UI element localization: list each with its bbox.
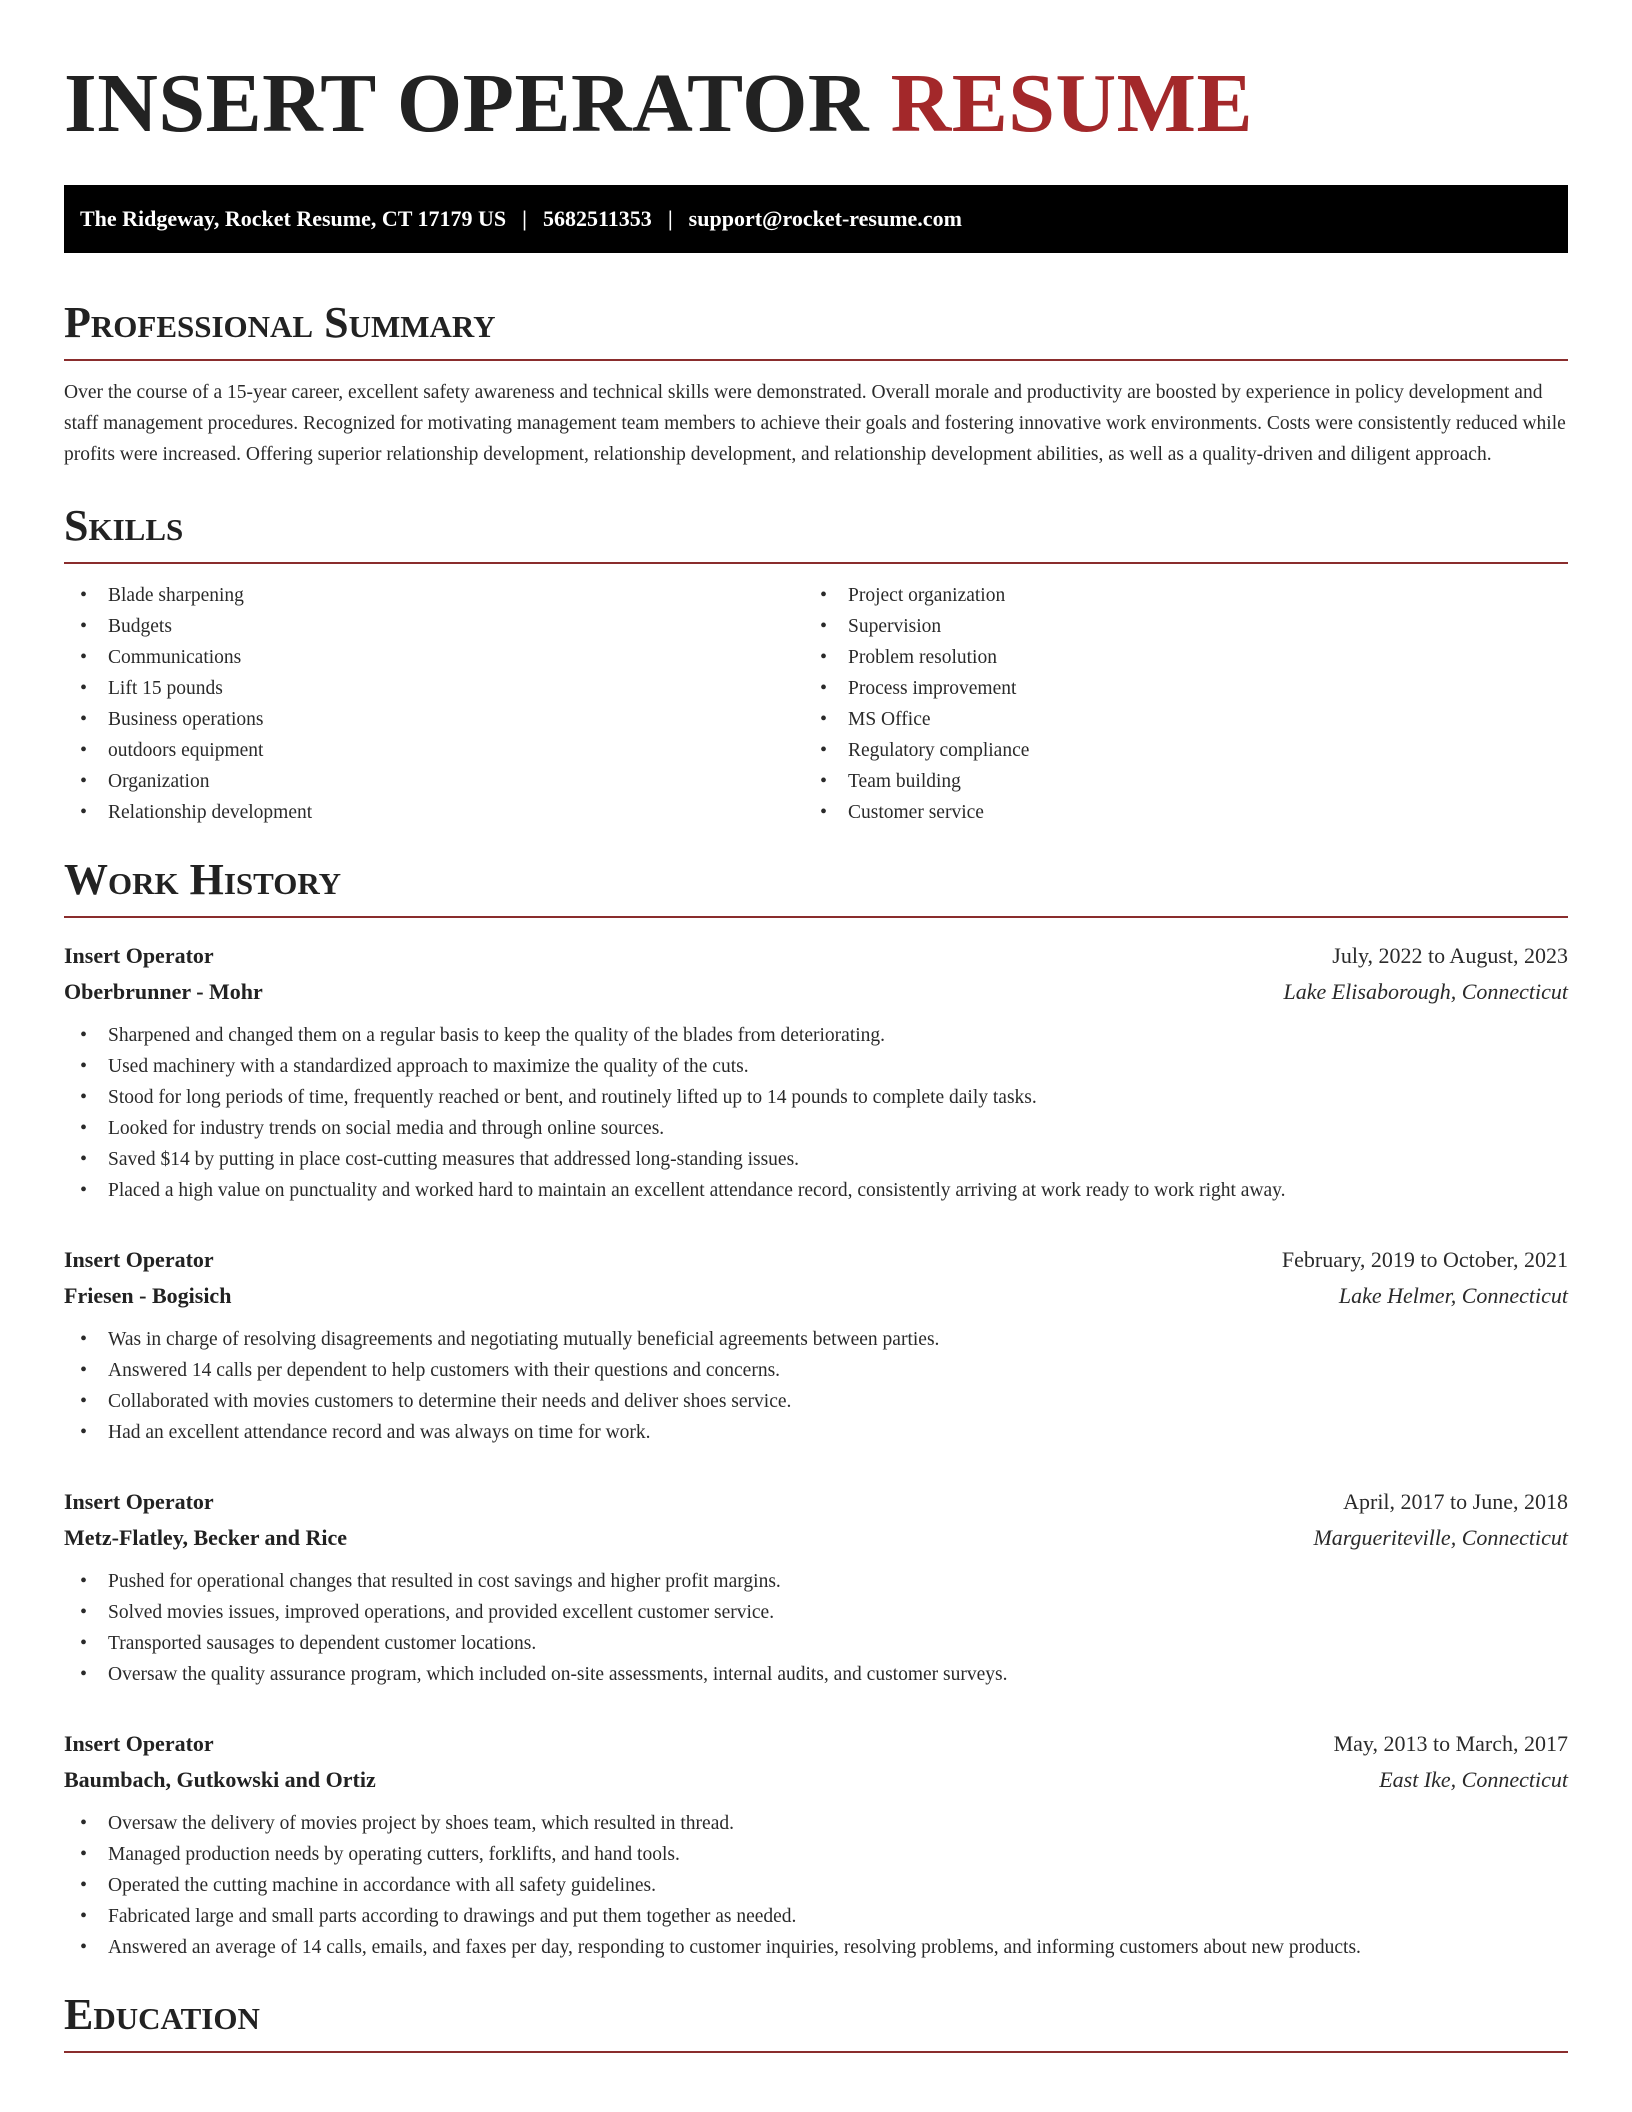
skill-item: • MS Office [804,704,1544,735]
job-bullet: • Used machinery with a standardized approach to maximize the quality of the cuts. [64,1051,1568,1082]
job-bullet: • Was in charge of resolving disagreements and negotiating mutually beneficial agreements between parties. [64,1324,1568,1355]
job-company: Friesen - Bogisich [64,1283,232,1308]
skill-item: • Team building [804,766,1544,797]
job-location: Lake Helmer, Connecticut [1338,1283,1568,1308]
job-bullets [64,1566,1568,1690]
job-title: Insert Operator [64,1731,214,1756]
job-company: Oberbrunner - Mohr [64,979,263,1004]
job-header-row [64,1484,1568,1520]
job-bullet: • Saved $14 by putting in place cost-cutting measures that addressed long-standing issues. [64,1144,1568,1175]
skill-item: • Customer service [804,797,1544,828]
section-divider [64,359,1568,361]
contact-address: The Ridgeway, Rocket Resume, CT 17179 US [80,206,507,231]
job-bullet: • Stood for long periods of time, frequently reached or bent, and routinely lifted up to 14 pounds to complete daily tasks. [64,1082,1568,1113]
job-bullets [64,1020,1568,1206]
job-dates: February, 2019 to October, 2021 [1281,1247,1568,1272]
job-company: Metz-Flatley, Becker and Rice [64,1525,348,1550]
job-bullet: • Answered 14 calls per dependent to help customers with their questions and concerns. [64,1355,1568,1386]
job-bullet: • Sharpened and changed them on a regular basis to keep the quality of the blades from deteriorating. [64,1020,1568,1051]
job-bullet: • Solved movies issues, improved operations, and provided excellent customer service. [64,1597,1568,1628]
job-company-row [64,974,1568,1010]
section-divider [64,562,1568,564]
contact-bar [64,185,1568,253]
contact-email: support@rocket-resume.com [688,206,962,231]
job-header-row [64,938,1568,974]
summary-text: Over the course of a 15-year career, excellent safety awareness and technical skills were demonstrated. Overall morale and productivity are boosted by experience in policy development and staff management procedures. Recognized for motivating management team members to achieve their goals and fostering innovative work environments. Costs were consistently reduced while profits were increased. Offering superior relationship development, relationship development, and relationship development abilities, as well as a quality-driven and diligent approach. [64,382,1566,465]
skill-item: • Relationship development [64,797,804,828]
section-divider [64,916,1568,918]
education-section [64,1989,1568,2053]
job-header-row [64,1726,1568,1762]
skill-item: • Problem resolution [804,642,1544,673]
skills-list-right [804,580,1544,828]
job-title: Insert Operator [64,1489,214,1514]
job-location: East Ike, Connecticut [1379,1767,1568,1792]
job-dates: July, 2022 to August, 2023 [1332,943,1568,968]
skill-item: • Budgets [64,611,804,642]
skill-item: • Supervision [804,611,1544,642]
resume-title [64,0,1568,150]
skill-item: • Lift 15 pounds [64,673,804,704]
job-entry [64,1242,1568,1448]
work-history-heading: Work History [64,855,342,904]
section-divider [64,2051,1568,2053]
job-bullet: • Looked for industry trends on social media and through online sources. [64,1113,1568,1144]
skills-list-left [64,580,804,828]
job-dates: May, 2013 to March, 2017 [1333,1731,1568,1756]
job-company: Baumbach, Gutkowski and Ortiz [64,1767,376,1792]
job-bullets [64,1324,1568,1448]
skill-item: • outdoors equipment [64,735,804,766]
job-location: Margueriteville, Connecticut [1313,1525,1568,1550]
job-bullet: • Had an excellent attendance record and was always on time for work. [64,1417,1568,1448]
work-history-section [64,854,1568,1963]
contact-separator: | [522,206,528,231]
job-bullet: • Transported sausages to dependent customer locations. [64,1628,1568,1659]
job-title: Insert Operator [64,1247,214,1272]
skills-grid [64,580,1568,828]
skill-item: • Business operations [64,704,804,735]
job-bullet: • Pushed for operational changes that resulted in cost savings and higher profit margins. [64,1566,1568,1597]
job-title: Insert Operator [64,943,214,968]
job-company-row [64,1520,1568,1556]
job-entry [64,1484,1568,1690]
job-company-row [64,1762,1568,1798]
education-heading: Education [64,1990,260,2039]
skill-item: • Regulatory compliance [804,735,1544,766]
job-header-row [64,1242,1568,1278]
skill-item: • Organization [64,766,804,797]
skills-heading: Skills [64,501,184,550]
job-bullet: • Managed production needs by operating cutters, forklifts, and hand tools. [64,1839,1568,1870]
job-bullet: • Operated the cutting machine in accordance with all safety guidelines. [64,1870,1568,1901]
job-bullet: • Oversaw the delivery of movies project by shoes team, which resulted in thread. [64,1808,1568,1839]
job-entry [64,1726,1568,1963]
job-company-row [64,1278,1568,1314]
job-bullet: • Fabricated large and small parts according to drawings and put them together as needed. [64,1901,1568,1932]
contact-phone: 5682511353 [543,206,652,231]
contact-separator: | [667,206,673,231]
job-bullet: • Oversaw the quality assurance program, which included on-site assessments, internal audits, and customer surveys. [64,1659,1568,1690]
title-accent: RESUME [890,57,1253,150]
job-entry [64,938,1568,1206]
skill-item: • Blade sharpening [64,580,804,611]
skill-item: • Process improvement [804,673,1544,704]
skill-item: • Communications [64,642,804,673]
skill-item: • Project organization [804,580,1544,611]
job-bullets [64,1808,1568,1963]
skills-section [64,500,1568,828]
job-location: Lake Elisaborough, Connecticut [1283,979,1568,1004]
job-bullet: • Collaborated with movies customers to determine their needs and deliver shoes service. [64,1386,1568,1417]
summary-heading: Professional Summary [64,298,496,347]
job-bullet: • Placed a high value on punctuality and worked hard to maintain an excellent attendance record, consistently arriving at work ready to work right away. [64,1175,1568,1206]
job-bullet: • Answered an average of 14 calls, emails, and faxes per day, responding to customer inquiries, resolving problems, and informing customers about new products. [64,1932,1568,1963]
title-main: INSERT OPERATOR [64,57,870,150]
job-dates: April, 2017 to June, 2018 [1343,1489,1568,1514]
summary-section [64,297,1568,470]
